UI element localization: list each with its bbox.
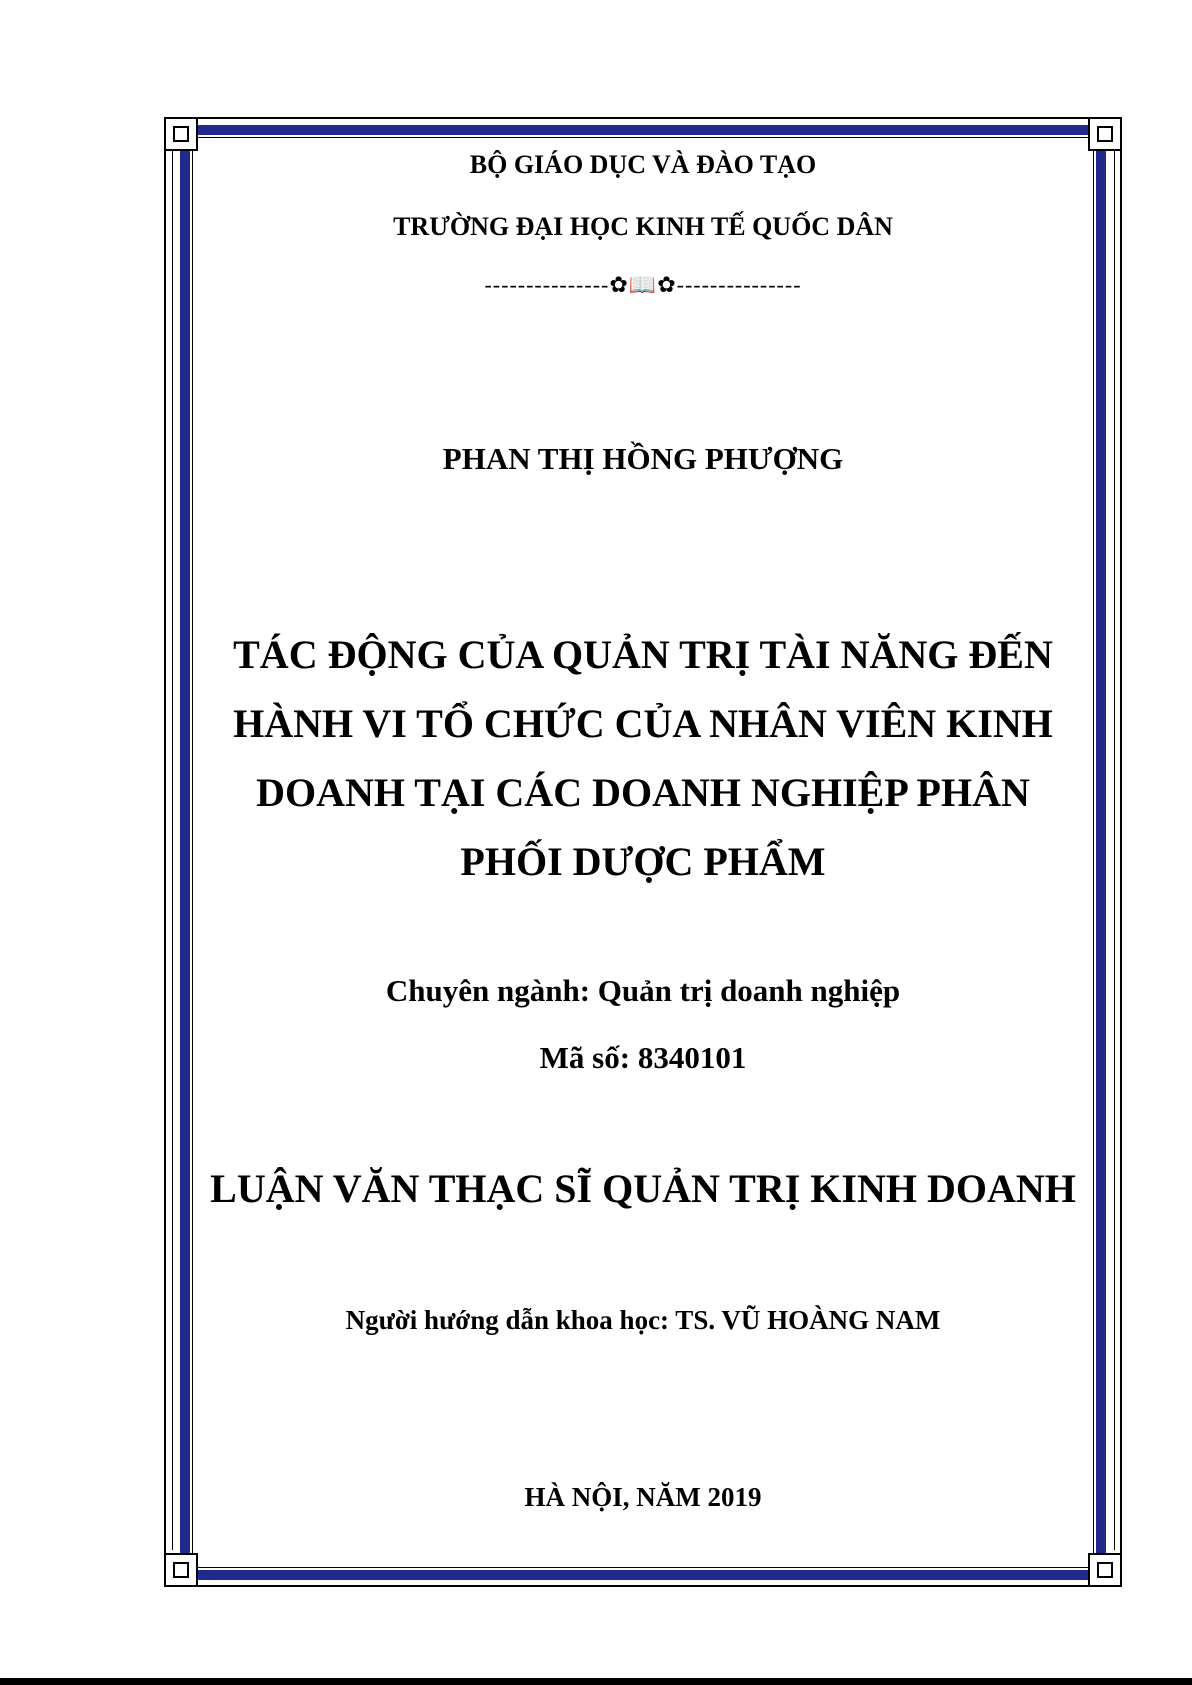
frame-corner-top-right [1088,117,1122,151]
degree-type: LUẬN VĂN THẠC SĨ QUẢN TRỊ KINH DOANH [210,1166,1076,1211]
frame-side-line-left [172,150,173,1550]
thesis-title-line: TÁC ĐỘNG CỦA QUẢN TRỊ TÀI NĂNG ĐẾN [233,632,1053,677]
thesis-title-line: PHỐI DƯỢC PHẨM [460,839,826,884]
place-and-year: HÀ NỘI, NĂM 2019 [524,1482,762,1512]
ministry-name: BỘ GIÁO DỤC VÀ ĐÀO TẠO [469,150,817,179]
major-field: Chuyên ngành: Quản trị doanh nghiệp [385,973,901,1008]
major-code: Mã số: 8340101 [539,1040,747,1075]
thesis-title-line: DOANH TẠI CÁC DOANH NGHIỆP PHÂN [256,770,1030,815]
frame-corner-bottom-left [164,1553,198,1587]
university-name: TRƯỜNG ĐẠI HỌC KINH TẾ QUỐC DÂN [393,212,893,241]
page-bottom-edge [0,1678,1192,1685]
ornament-divider: ---------------✿📖✿--------------- [484,272,802,297]
frame-side-line-right [1114,150,1115,1550]
frame-corner-top-left [164,117,198,151]
scientific-advisor: Người hướng dẫn khoa học: TS. VŨ HOÀNG NAM [345,1305,941,1335]
frame-corner-bottom-right [1088,1553,1122,1587]
author-name: PHAN THỊ HỒNG PHƯỢNG [442,441,844,476]
thesis-title-line: HÀNH VI TỔ CHỨC CỦA NHÂN VIÊN KINH [233,701,1053,746]
thesis-title [196,620,1090,896]
